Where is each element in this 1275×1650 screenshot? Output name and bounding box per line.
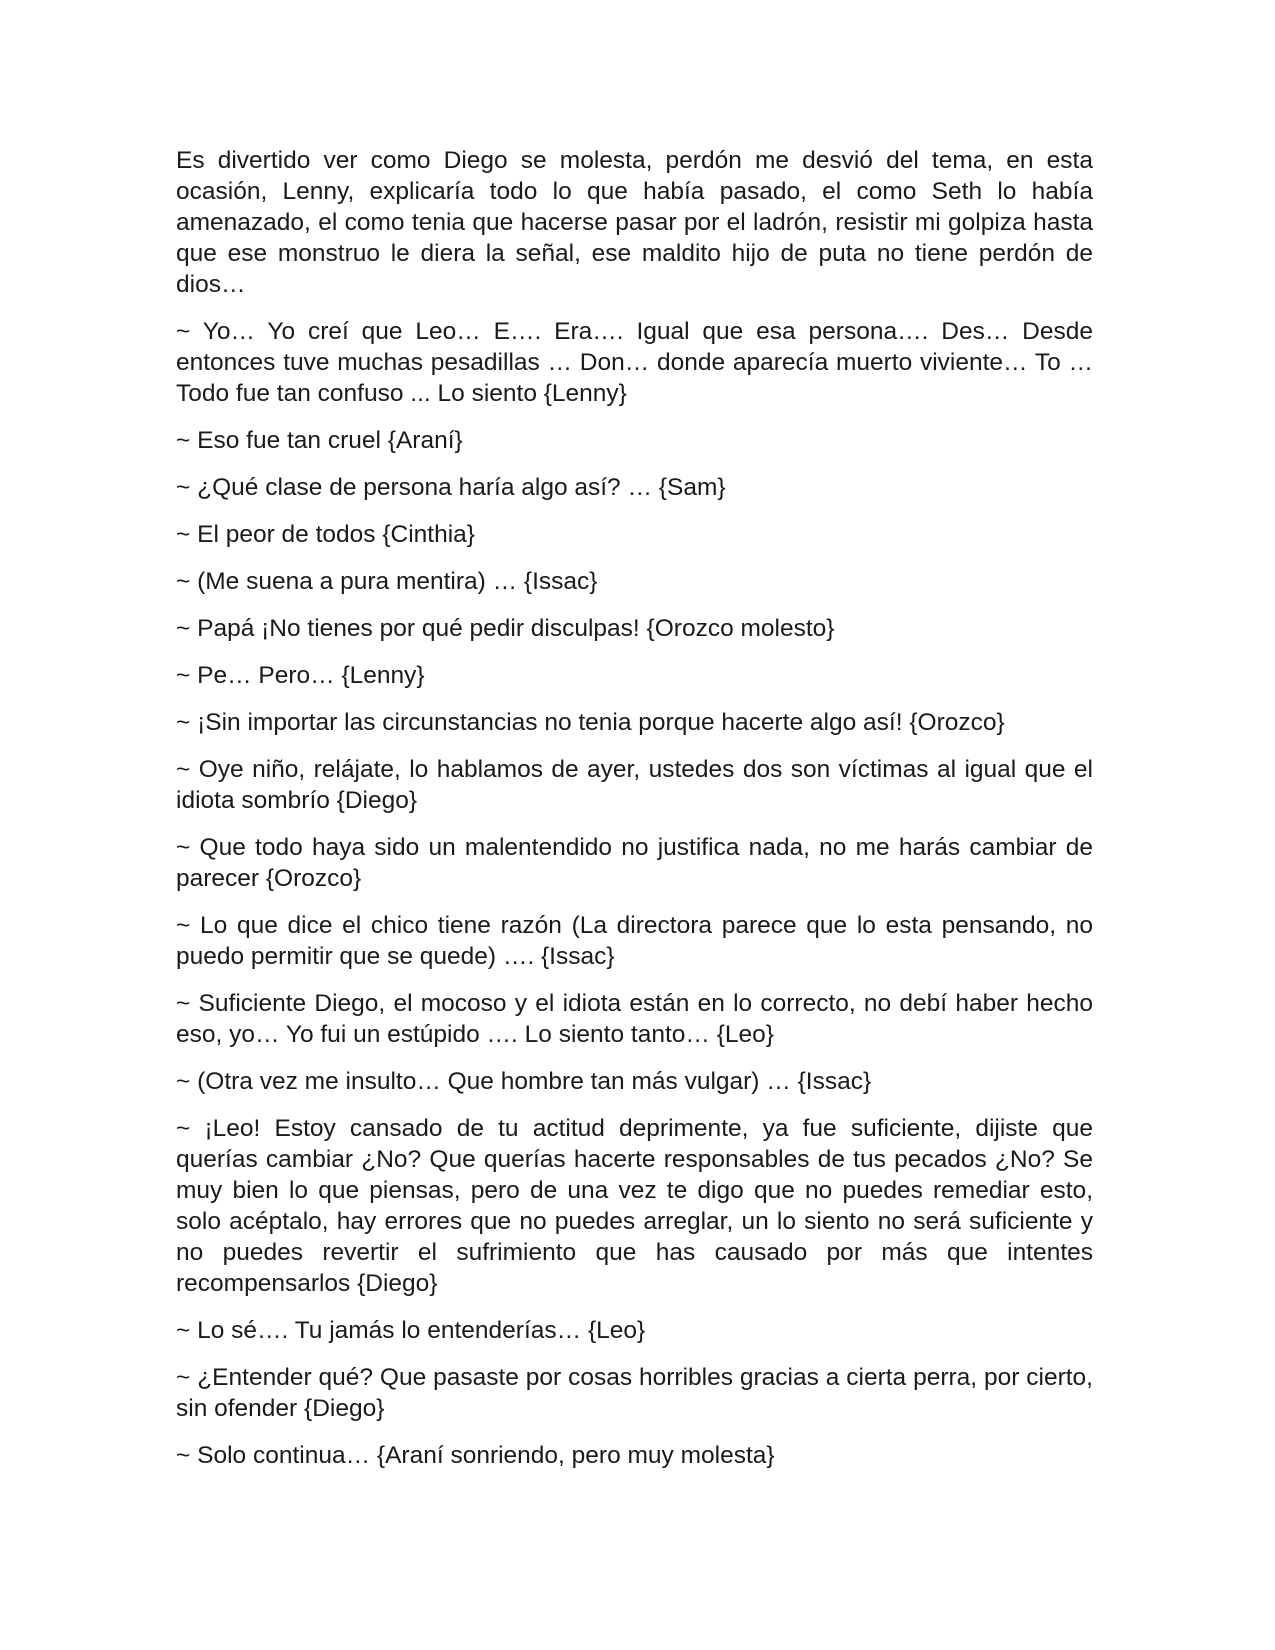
dialogue-line: ~ Lo que dice el chico tiene razón (La directora parece que lo esta pensando, no puedo permitir que se quede) …. {Issac} (176, 912, 1093, 970)
dialogue-line: ~ ¡Leo! Estoy cansado de tu actitud deprimente, ya fue suficiente, dijiste que querías cambiar ¿No? Que querías hacerte responsables de tus pecados ¿No? Se muy bien lo que piensas, pero de una vez te digo que no puedes remediar esto, solo acéptalo, hay errores que no puedes arreglar, un lo siento no será suficiente y no puedes revertir el sufrimiento que has causado por más que intentes recompensarlos {Diego} (176, 1115, 1093, 1297)
dialogue-line: ~ Que todo haya sido un malentendido no justifica nada, no me harás cambiar de parecer {Orozco} (176, 834, 1093, 892)
dialogue-line: ~ Pe… Pero… {Lenny} (176, 662, 425, 689)
dialogue-line: ~ (Otra vez me insulto… Que hombre tan más vulgar) … {Issac} (176, 1068, 872, 1095)
dialogue-line: ~ Oye niño, relájate, lo hablamos de ayer, ustedes dos son víctimas al igual que el idiota sombrío {Diego} (176, 756, 1093, 814)
dialogue-line: ~ Yo… Yo creí que Leo… E…. Era…. Igual que esa persona…. Des… Desde entonces tuve muchas pesadillas … Don… donde aparecía muerto viviente… To … Todo fue tan confuso ... Lo siento {Lenny} (176, 318, 1093, 407)
dialogue-line: ~ El peor de todos {Cinthia} (176, 521, 475, 548)
dialogue-line: ~ Lo sé…. Tu jamás lo entenderías… {Leo} (176, 1317, 646, 1344)
dialogue-line: ~ ¿Entender qué? Que pasaste por cosas horribles gracias a cierta perra, por cierto, sin ofender {Diego} (176, 1364, 1093, 1422)
dialogue-line: ~ Suficiente Diego, el mocoso y el idiota están en lo correcto, no debí haber hecho eso, yo… Yo fui un estúpido …. Lo siento tanto… {Leo} (176, 990, 1093, 1048)
narration-paragraph: Es divertido ver como Diego se molesta, perdón me desvió del tema, en esta ocasión, Lenny, explicaría todo lo que había pasado, el como Seth lo había amenazado, el como tenia que hacerse pasar por el ladrón, resistir mi golpiza hasta que ese monstruo le diera la señal, ese maldito hijo de puta no tiene perdón de dios… (176, 147, 1093, 298)
dialogue-line: ~ Papá ¡No tienes por qué pedir disculpas! {Orozco molesto} (176, 615, 835, 642)
dialogue-line: ~ (Me suena a pura mentira) … {Issac} (176, 568, 598, 595)
dialogue-line: ~ Solo continua… {Araní sonriendo, pero muy molesta} (176, 1442, 775, 1469)
document-body (176, 145, 1093, 1487)
dialogue-line: ~ Eso fue tan cruel {Araní} (176, 427, 463, 454)
dialogue-line: ~ ¡Sin importar las circunstancias no tenia porque hacerte algo así! {Orozco} (176, 709, 1005, 736)
dialogue-line: ~ ¿Qué clase de persona haría algo así? … {Sam} (176, 474, 726, 501)
